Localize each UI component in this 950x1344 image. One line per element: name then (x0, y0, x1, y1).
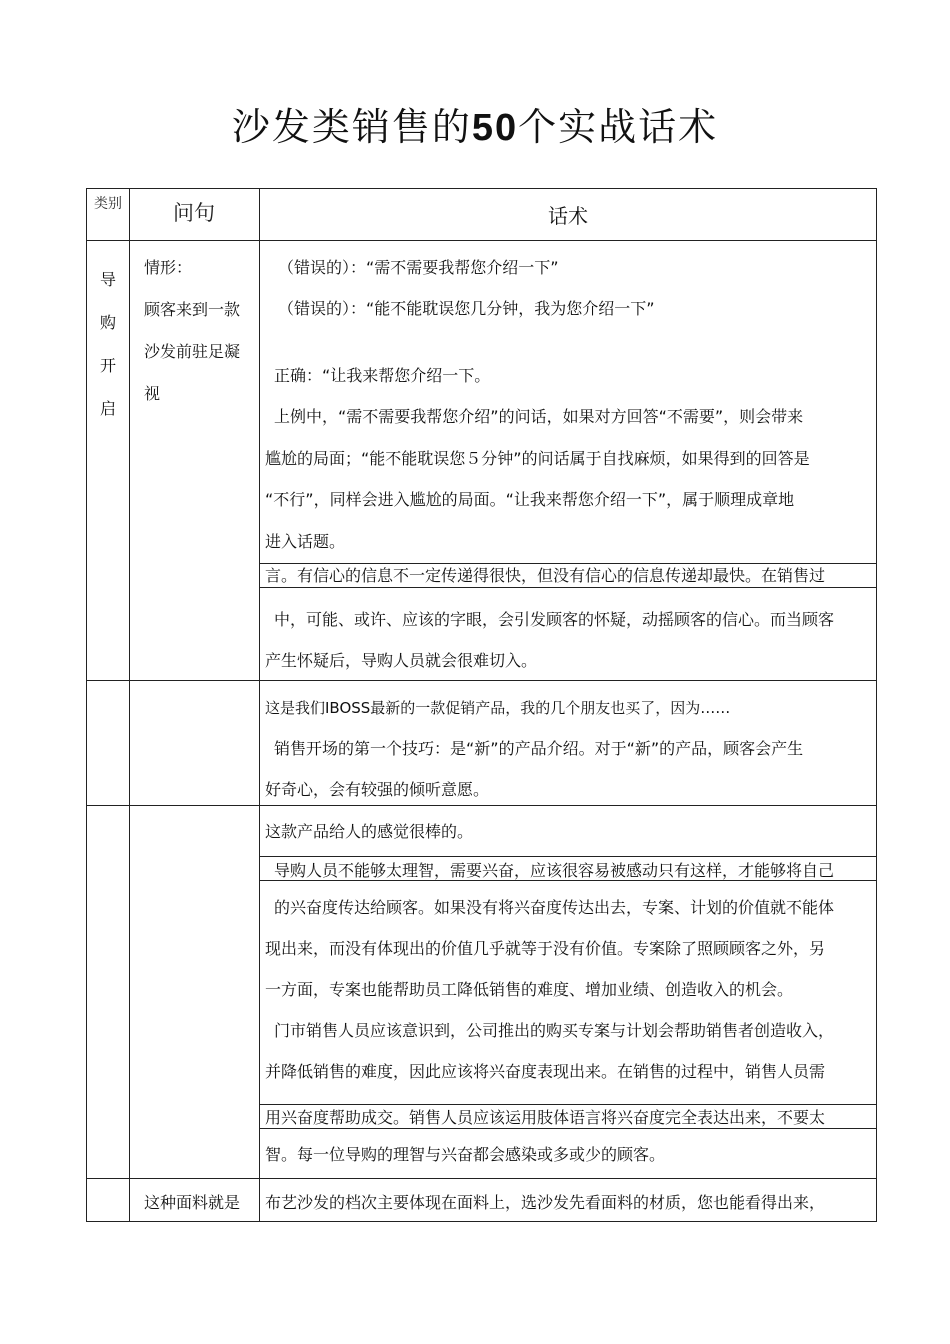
script-line: “不行”，同样会进入尴尬的局面。“让我来帮您介绍一下”，属于顺理成章地 (265, 490, 795, 509)
question-line: 沙发前驻足凝 (144, 342, 241, 361)
script-line: 中，可能、或许、应该的字眼，会引发顾客的怀疑，动摇顾客的信心。而当顾客 (274, 610, 835, 629)
script-line: 布艺沙发的档次主要体现在面料上，选沙发先看面料的材质，您也能看得出来， (265, 1193, 826, 1212)
table-border-right (876, 188, 877, 1222)
script-line: 这款产品给人的感觉很棒的。 (265, 822, 474, 841)
script-line: 正确：“让我来帮您介绍一下。 (274, 366, 491, 385)
category-cell (96, 258, 120, 430)
script-line: 这是我们IBOSS最新的一款促销产品，我的几个朋友也买了，因为…… (265, 699, 731, 717)
table-border-top (86, 188, 877, 189)
question-line: 视 (144, 384, 161, 403)
script-line: 言。有信心的信息不一定传递得很快，但没有信心的信息传递却最快。在销售过 (265, 566, 826, 585)
script-line: 智。每一位导购的理智与兴奋都会感染或多或少的顾客。 (265, 1145, 666, 1164)
row-inner-divider (259, 1128, 877, 1129)
script-line: 产生怀疑后，导购人员就会很难切入。 (265, 651, 538, 670)
header-question: 问句 (173, 201, 215, 225)
row-divider (86, 680, 877, 681)
script-line: 门市销售人员应该意识到，公司推出的购买专案与计划会帮助销售者创造收入， (274, 1021, 835, 1040)
script-line: 一方面，专案也能帮助员工降低销售的难度、增加业绩、创造收入的机会。 (265, 980, 794, 999)
page-title: 沙发类销售的50个实战话术 (231, 105, 719, 149)
script-line: 尴尬的局面；“能不能耽误您５分钟”的问话属于自找麻烦，如果得到的回答是 (265, 449, 810, 468)
script-line: 进入话题。 (265, 532, 346, 551)
script-line: （错误的）：“能不能耽误您几分钟，我为您介绍一下” (278, 299, 655, 318)
script-line: 上例中，“需不需要我帮您介绍”的问话，如果对方回答“不需要”，则会带来 (274, 407, 804, 426)
script-line: 导购人员不能够太理智，需要兴奋，应该很容易被感动只有这样，才能够将自己 (274, 861, 835, 880)
category-char: 购 (99, 313, 116, 332)
script-line: 的兴奋度传达给顾客。如果没有将兴奋度传达出去，专案、计划的价值就不能体 (274, 898, 835, 917)
header-script: 话术 (548, 204, 588, 228)
script-line: （错误的）：“需不需要我帮您介绍一下” (278, 258, 559, 277)
row-divider (86, 1178, 877, 1179)
script-line: 用兴奋度帮助成交。销售人员应该运用肢体语言将兴奋度完全表达出来，不要太 (265, 1108, 826, 1127)
header-category: 类别 (94, 196, 122, 212)
row-inner-divider (259, 563, 877, 564)
script-line: 现出来，而没有体现出的价值几乎就等于没有价值。专案除了照顾顾客之外，另 (265, 939, 826, 958)
row-divider (86, 805, 877, 806)
category-char: 导 (99, 270, 116, 289)
table-header-divider (86, 240, 877, 241)
script-line: 好奇心，会有较强的倾听意愿。 (265, 780, 490, 799)
question-line: 这种面料就是 (144, 1193, 241, 1212)
table-border-bottom (86, 1221, 877, 1222)
script-line: 并降低销售的难度，因此应该将兴奋度表现出来。在销售的过程中，销售人员需 (265, 1062, 826, 1081)
category-char: 启 (99, 399, 116, 418)
table-border-left (86, 188, 87, 1222)
question-line: 情形： (144, 258, 193, 277)
script-line: 销售开场的第一个技巧：是“新”的产品介绍。对于“新”的产品，顾客会产生 (274, 739, 804, 758)
row-inner-divider (259, 856, 877, 857)
question-line: 顾客来到一款 (144, 300, 241, 319)
category-char: 开 (99, 356, 116, 375)
row-inner-divider (259, 587, 877, 588)
row-inner-divider (259, 1104, 877, 1105)
column-divider (129, 188, 130, 1222)
column-divider (259, 188, 260, 1222)
